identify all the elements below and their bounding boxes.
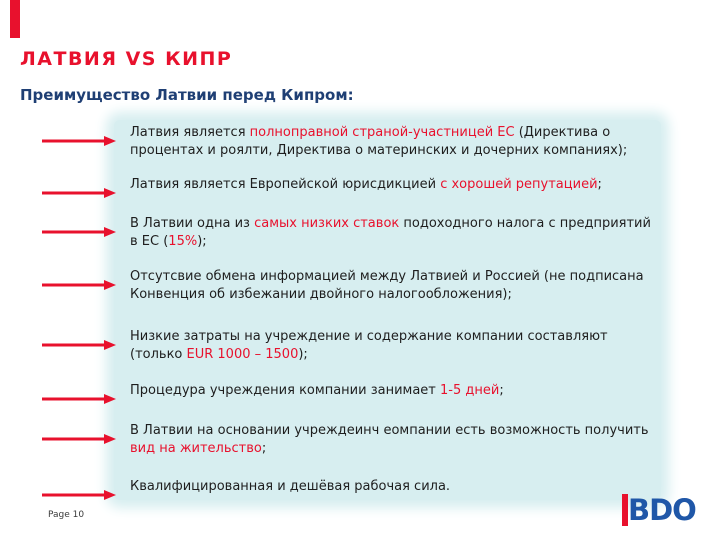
- red-arrow-icon: [42, 227, 116, 237]
- bullet-text: [130, 328, 660, 364]
- highlight-text: полноправной страной-участницей ЕС: [249, 125, 515, 140]
- bullet-text: [130, 176, 660, 194]
- bullet-text-part: Латвия является Европейской юрисдикцией: [130, 177, 441, 192]
- highlight-text: 1-5 дней: [440, 383, 500, 398]
- red-arrow-icon: [42, 490, 116, 500]
- logo-text: BDO: [628, 493, 696, 527]
- slide-title: ЛАТВИЯ VS КИПР: [20, 48, 233, 70]
- bullet-text-part: подоходного налога с предприятий в ЕС (: [130, 216, 651, 249]
- page-number: Page 10: [48, 510, 85, 520]
- bullet-text: [130, 215, 660, 251]
- highlight-text: вид на жительство: [130, 441, 262, 456]
- red-arrow-icon: [42, 340, 116, 350]
- bullet-text-part: Отсутсвие обмена информацией между Латвией и Россией (не подписана Конвенция об избежании двойного налогообложения);: [130, 269, 644, 302]
- bullet-text-part: );: [298, 347, 308, 362]
- highlight-text: EUR 1000 – 1500: [186, 347, 299, 362]
- red-arrow-icon: [42, 136, 116, 146]
- slide-subtitle: Преимущество Латвии перед Кипром:: [20, 86, 354, 104]
- bullet-text: [130, 422, 660, 458]
- bullet-text: [130, 124, 660, 160]
- bullet-text-part: Низкие затраты на учреждение и содержание компании составляют (только: [130, 329, 608, 362]
- red-arrow-icon: [42, 394, 116, 404]
- red-arrow-icon: [42, 280, 116, 290]
- highlight-text: самых низких ставок: [254, 216, 400, 231]
- bullet-text-part: ;: [261, 441, 267, 456]
- bullet-text: [130, 268, 660, 304]
- bullet-text-part: В Латвии одна из: [130, 216, 255, 231]
- bullet-text-part: Латвия является: [130, 125, 250, 140]
- bullet-text-part: (Директива о процентах и роялти, Директива о материнских и дочерних компаниях);: [130, 125, 628, 158]
- bullet-text: [130, 478, 660, 496]
- bullet-text-part: Процедура учреждения компании занимает: [130, 383, 440, 398]
- bullet-text-part: В Латвии на основании учреждеинч еомпании есть возможность получить: [130, 423, 649, 438]
- red-arrow-icon: [42, 188, 116, 198]
- highlight-text: с хорошей репутацией: [440, 177, 598, 192]
- bullet-text: [130, 382, 660, 400]
- bullet-text-part: ;: [499, 383, 504, 398]
- bdo-logo-icon: [622, 494, 706, 526]
- bullet-text-part: ;: [597, 177, 602, 192]
- highlight-text: 15%: [168, 234, 198, 249]
- bullet-text-part: Квалифицированная и дешёвая рабочая сила.: [130, 479, 451, 494]
- red-arrow-icon: [42, 434, 116, 444]
- bullet-text-part: );: [197, 234, 207, 249]
